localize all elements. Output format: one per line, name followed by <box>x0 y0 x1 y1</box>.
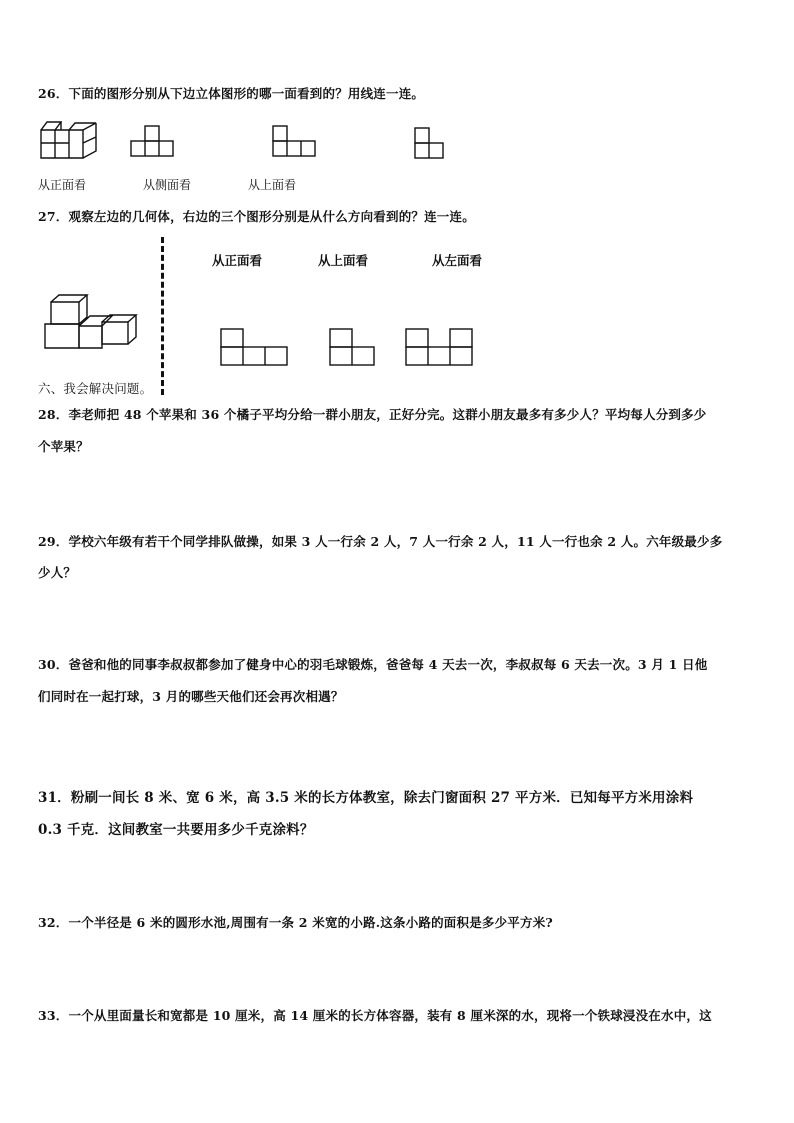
q26-label-top: 从上面看 <box>248 178 297 192</box>
q27-text: 27．观察左边的几何体，右边的三个图形分别是从什么方向看到的？连一连。 <box>38 209 475 224</box>
q29-line-1: 29．学校六年级有若干个同学排队做操，如果 3 人一行余 2 人，7 人一行余 2 人，11 人一行也余 2 人。六年级最少多 <box>38 534 723 549</box>
q26-view-1 <box>130 124 176 158</box>
q28-line-2: 个苹果？ <box>38 439 89 454</box>
q26-label-side: 从侧面看 <box>143 178 192 192</box>
q30-line-2: 们同时在一起打球，3 月的哪些天他们还会再次相遇？ <box>38 689 344 704</box>
q27-view-2 <box>329 328 377 368</box>
q33-text: 33．一个从里面量长和宽都是 10 厘米，高 14 厘米的长方体容器，装有 8 厘米深的水，现将一个铁球浸没在水中，这 <box>38 1008 712 1023</box>
q26-view-2 <box>272 124 318 158</box>
q27-view-1 <box>220 328 290 368</box>
q27-label-left: 从左面看 <box>432 253 483 268</box>
q29-line-2: 少人？ <box>38 565 77 580</box>
q31-line-1: 31．粉刷一间长 8 米、宽 6 米，高 3.5 米的长方体教室，除去门窗面积 27 平方米．已知每平方米用涂料 <box>38 790 694 806</box>
section-heading: 六、我会解决问题。 <box>38 381 153 396</box>
q28-line-1: 28．李老师把 48 个苹果和 36 个橘子平均分给一群小朋友，正好分完。这群小朋友最多有多少人？平均每人分到多少 <box>38 407 707 422</box>
q26-view-3 <box>414 124 446 162</box>
q26-text: 26．下面的图形分别从下边立体图形的哪一面看到的？用线连一连。 <box>38 86 425 101</box>
divider-dashed-line <box>161 237 164 395</box>
q27-solid-figure <box>44 294 140 352</box>
q32-text: 32．一个半径是 6 米的圆形水池,周围有一条 2 米宽的小路.这条小路的面积是多少平方米? <box>38 915 553 930</box>
q26-solid-figure <box>40 118 102 160</box>
q27-label-top: 从上面看 <box>318 253 369 268</box>
q27-view-3 <box>405 328 475 368</box>
q31-line-2: 0.3 千克．这间教室一共要用多少千克涂料？ <box>38 822 314 838</box>
q26-label-front: 从正面看 <box>38 178 87 192</box>
q27-label-front: 从正面看 <box>212 253 263 268</box>
q30-line-1: 30．爸爸和他的同事李叔叔都参加了健身中心的羽毛球锻炼，爸爸每 4 天去一次，李叔叔每 6 天去一次。3 月 1 日他 <box>38 657 708 672</box>
